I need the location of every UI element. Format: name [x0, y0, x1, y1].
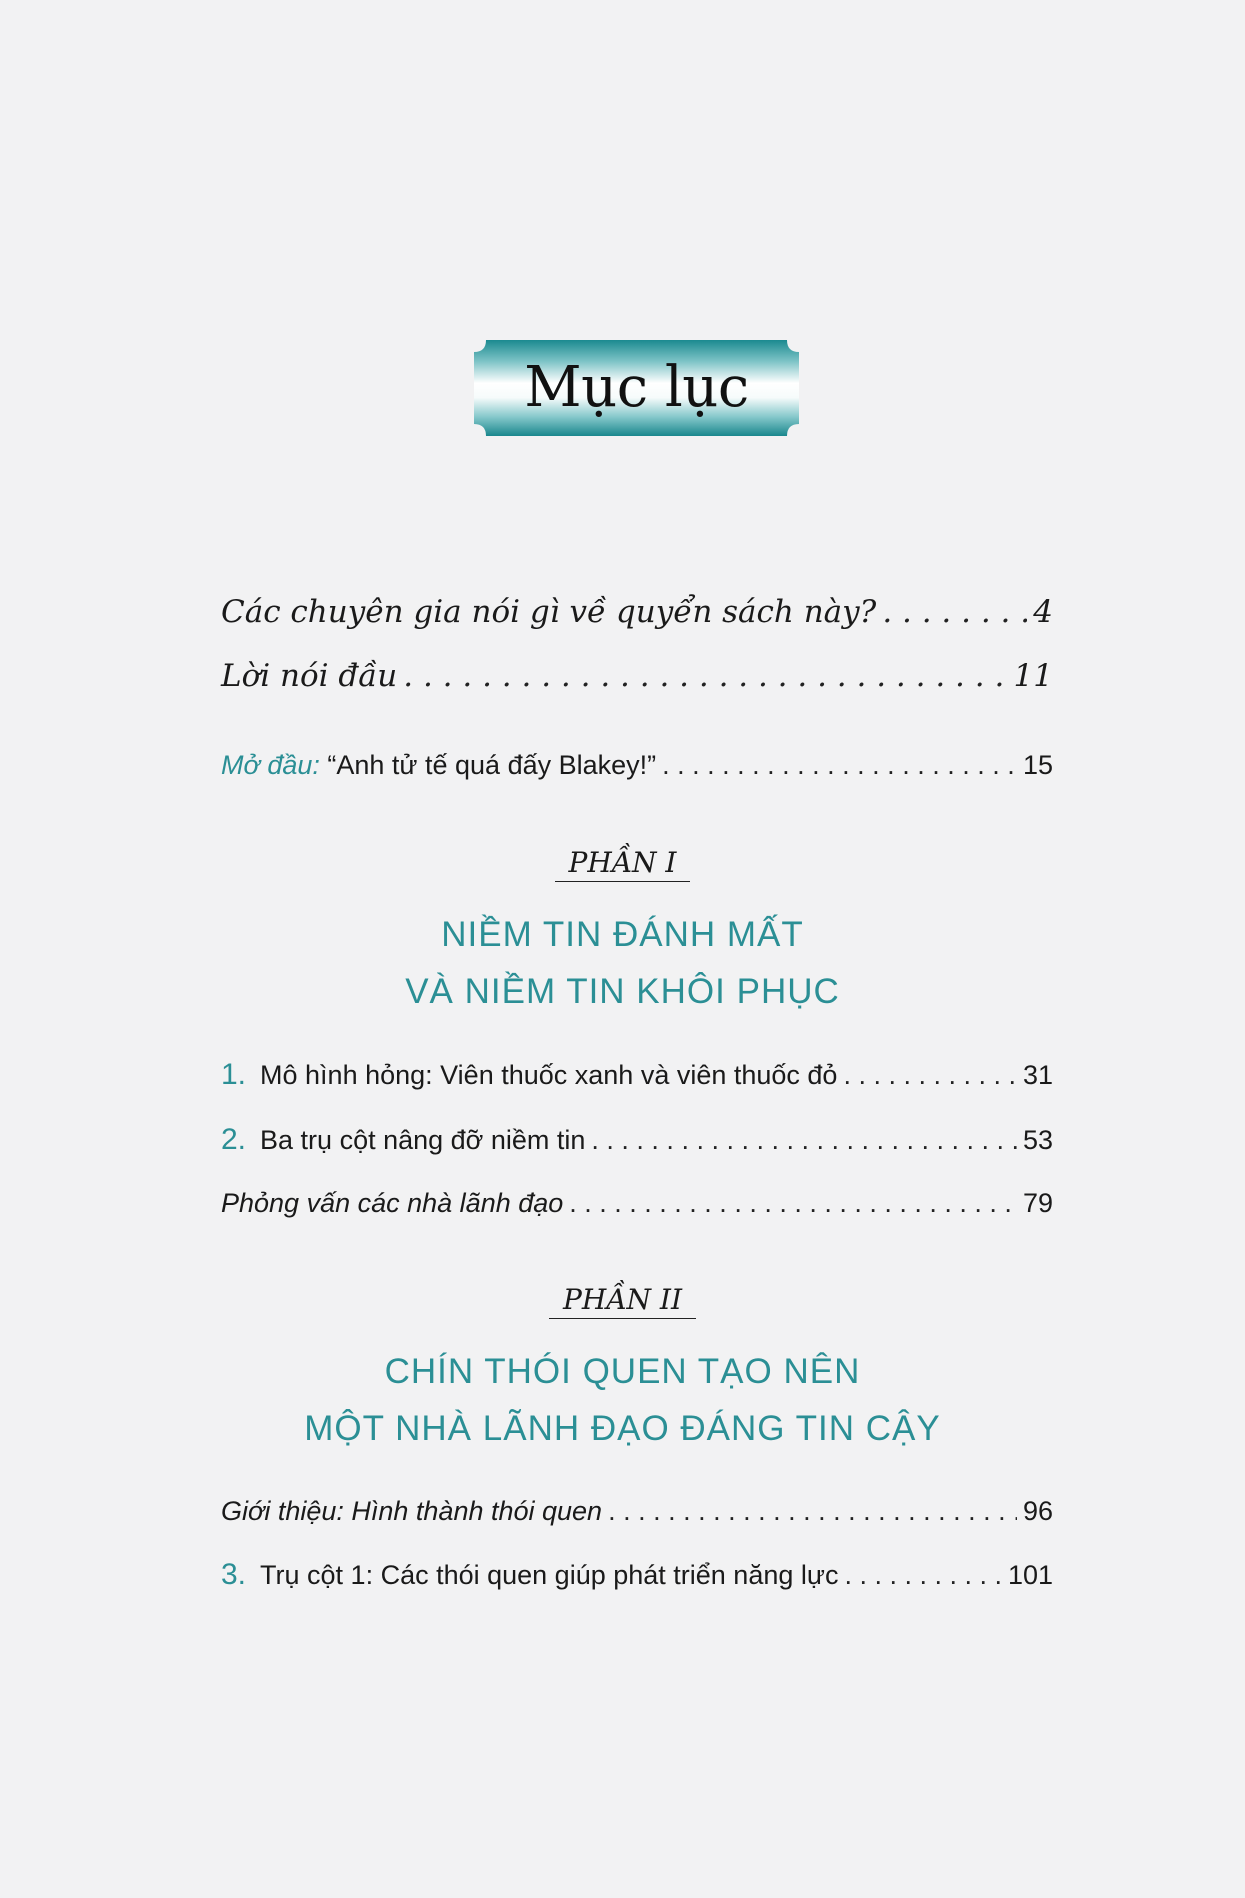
dot-leader — [569, 1188, 1017, 1219]
dot-leader — [403, 658, 1007, 694]
dot-leader — [662, 750, 1017, 781]
page-title: Mục lục — [524, 355, 749, 420]
toc-entry-habits-intro[interactable] — [221, 1496, 1053, 1527]
toc-entry-label: Các chuyên gia nói gì về quyển sách này? — [221, 594, 877, 630]
toc-entry-page: 11 — [1013, 658, 1053, 694]
toc-entry-prefix: Mở đầu: — [221, 750, 320, 780]
part-1-label — [0, 846, 1245, 882]
chapter-number: 3. — [221, 1558, 247, 1591]
toc-entry-page: 96 — [1022, 1496, 1053, 1526]
toc-entry-page: 15 — [1022, 750, 1053, 780]
toc-entry-label — [221, 1123, 585, 1157]
part-1-title-line-1: NIỀM TIN ĐÁNH MẤT — [441, 915, 804, 954]
toc-entry-title: Ba trụ cột nâng đỡ niềm tin — [260, 1125, 586, 1155]
toc-entry-interview[interactable] — [221, 1188, 1053, 1219]
toc-entry-chapter-2[interactable] — [221, 1123, 1053, 1157]
toc-entry-foreword[interactable] — [221, 658, 1053, 694]
toc-entry-label: Lời nói đầu — [221, 658, 398, 694]
toc-entry-page: 101 — [1007, 1560, 1053, 1590]
part-2-title-line-1: CHÍN THÓI QUEN TẠO NÊN — [384, 1352, 861, 1391]
dot-leader — [843, 1060, 1017, 1091]
dot-leader — [608, 1496, 1017, 1527]
title-banner — [474, 340, 799, 436]
toc-entry-label — [221, 1558, 838, 1592]
toc-entry-page: 4 — [1033, 594, 1053, 630]
part-1-title — [0, 906, 1245, 1020]
part-2-title — [0, 1343, 1245, 1457]
toc-entry-label: Phỏng vấn các nhà lãnh đạo — [221, 1188, 564, 1218]
dot-leader — [591, 1125, 1017, 1156]
part-2-title-line-2: MỘT NHÀ LÃNH ĐẠO ĐÁNG TIN CẬY — [304, 1409, 941, 1448]
toc-entry-opening[interactable] — [221, 750, 1053, 781]
part-1-title-line-2: VÀ NIỀM TIN KHÔI PHỤC — [405, 972, 840, 1011]
chapter-number: 2. — [221, 1123, 247, 1156]
toc-entry-chapter-1[interactable] — [221, 1058, 1053, 1092]
toc-entry-chapter-3[interactable] — [221, 1558, 1053, 1592]
part-1-label-text: PHẦN I — [555, 846, 691, 882]
toc-entry-page: 31 — [1022, 1060, 1053, 1090]
toc-entry-experts[interactable] — [221, 594, 1053, 630]
toc-entry-label — [221, 750, 656, 781]
toc-entry-title: Mô hình hỏng: Viên thuốc xanh và viên thuốc đỏ — [260, 1060, 838, 1090]
toc-entry-label: Giới thiệu: Hình thành thói quen — [221, 1496, 603, 1526]
toc-entry-label — [221, 1058, 837, 1092]
toc-entry-title: Trụ cột 1: Các thói quen giúp phát triển năng lực — [260, 1560, 839, 1590]
part-2-label-text: PHẦN II — [549, 1283, 696, 1319]
dot-leader — [844, 1560, 1001, 1591]
toc-entry-page: 53 — [1022, 1125, 1053, 1155]
dot-leader — [882, 594, 1027, 630]
part-2-label — [0, 1283, 1245, 1319]
toc-entry-title: “Anh tử tế quá đấy Blakey!” — [327, 750, 657, 780]
chapter-number: 1. — [221, 1058, 247, 1091]
toc-entry-page: 79 — [1022, 1188, 1053, 1218]
